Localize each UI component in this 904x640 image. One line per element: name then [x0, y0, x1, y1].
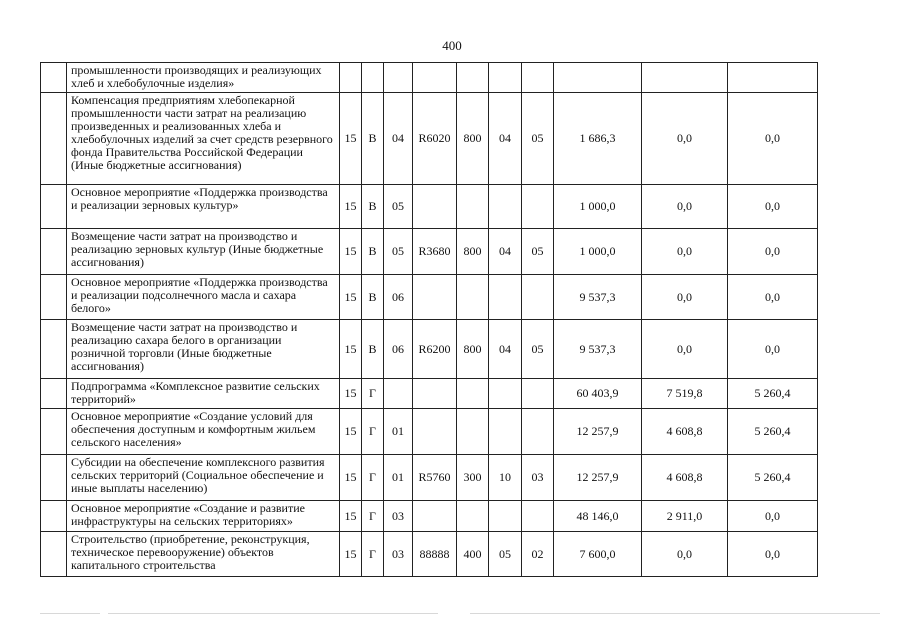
amount-cell: 0,0	[728, 229, 818, 275]
code-cell	[384, 379, 413, 409]
index-cell	[41, 501, 67, 532]
code-cell	[522, 275, 554, 320]
code-cell: 05	[489, 532, 522, 577]
amount-cell: 0,0	[642, 275, 728, 320]
code-cell	[457, 409, 489, 455]
amount-cell: 0,0	[728, 93, 818, 185]
code-cell	[457, 501, 489, 532]
code-cell: 01	[384, 409, 413, 455]
table-row	[41, 93, 818, 185]
amount-cell: 2 911,0	[642, 501, 728, 532]
scan-artifact-line	[108, 613, 438, 614]
amount-cell: 48 146,0	[554, 501, 642, 532]
code-cell: 10	[489, 455, 522, 501]
amount-cell: 9 537,3	[554, 275, 642, 320]
amount-cell: 1 686,3	[554, 93, 642, 185]
code-cell	[522, 501, 554, 532]
code-cell	[489, 409, 522, 455]
code-cell: 06	[384, 275, 413, 320]
index-cell	[41, 455, 67, 501]
index-cell	[41, 185, 67, 229]
amount-cell: 12 257,9	[554, 409, 642, 455]
code-cell	[489, 63, 522, 93]
code-cell: 15	[340, 229, 362, 275]
index-cell	[41, 379, 67, 409]
amount-cell: 0,0	[728, 532, 818, 577]
amount-cell: 1 000,0	[554, 185, 642, 229]
code-cell	[413, 185, 457, 229]
description-cell: Подпрограмма «Комплексное развитие сельских территорий»	[67, 379, 340, 409]
code-cell: R3680	[413, 229, 457, 275]
description-cell: Возмещение части затрат на производство и реализацию сахара белого в организации розничной торговли (Иные бюджетные ассигнования)	[67, 320, 340, 379]
code-cell	[340, 63, 362, 93]
description-cell: Основное мероприятие «Поддержка производства и реализации подсолнечного масла и сахара белого»	[67, 275, 340, 320]
amount-cell: 9 537,3	[554, 320, 642, 379]
table-row	[41, 275, 818, 320]
code-cell: 02	[522, 532, 554, 577]
code-cell: 03	[384, 501, 413, 532]
index-cell	[41, 409, 67, 455]
amount-cell: 4 608,8	[642, 455, 728, 501]
code-cell: 05	[384, 229, 413, 275]
code-cell: 05	[522, 93, 554, 185]
table-row	[41, 532, 818, 577]
code-cell: 01	[384, 455, 413, 501]
code-cell: 15	[340, 379, 362, 409]
amount-cell: 0,0	[642, 532, 728, 577]
scan-artifact-line	[470, 613, 880, 614]
code-cell	[457, 275, 489, 320]
code-cell	[413, 379, 457, 409]
code-cell: 15	[340, 185, 362, 229]
code-cell: 15	[340, 93, 362, 185]
code-cell: 03	[384, 532, 413, 577]
table-row	[41, 409, 818, 455]
index-cell	[41, 229, 67, 275]
code-cell: R6200	[413, 320, 457, 379]
table-row	[41, 229, 818, 275]
code-cell	[489, 501, 522, 532]
amount-cell	[728, 63, 818, 93]
code-cell	[522, 379, 554, 409]
amount-cell: 7 600,0	[554, 532, 642, 577]
amount-cell: 0,0	[728, 501, 818, 532]
table-row	[41, 455, 818, 501]
code-cell: 15	[340, 275, 362, 320]
description-cell: Основное мероприятие «Поддержка производства и реализации зерновых культур»	[67, 185, 340, 229]
amount-cell: 7 519,8	[642, 379, 728, 409]
description-cell: промышленности производящих и реализующих хлеб и хлебобулочные изделия»	[67, 63, 340, 93]
code-cell	[384, 63, 413, 93]
code-cell: 15	[340, 409, 362, 455]
code-cell: 15	[340, 501, 362, 532]
code-cell: В	[362, 275, 384, 320]
index-cell	[41, 320, 67, 379]
amount-cell: 0,0	[728, 320, 818, 379]
code-cell: 03	[522, 455, 554, 501]
budget-table	[40, 62, 818, 577]
description-cell: Субсидии на обеспечение комплексного развития сельских территорий (Социальное обеспечение и иные выплаты населению)	[67, 455, 340, 501]
table-row	[41, 185, 818, 229]
table-row	[41, 320, 818, 379]
code-cell: 300	[457, 455, 489, 501]
amount-cell: 0,0	[642, 320, 728, 379]
amount-cell: 5 260,4	[728, 379, 818, 409]
code-cell: 88888	[413, 532, 457, 577]
code-cell	[457, 63, 489, 93]
code-cell: 400	[457, 532, 489, 577]
code-cell: Г	[362, 409, 384, 455]
code-cell: Г	[362, 501, 384, 532]
code-cell: В	[362, 229, 384, 275]
code-cell	[489, 185, 522, 229]
code-cell	[522, 409, 554, 455]
code-cell	[362, 63, 384, 93]
amount-cell: 5 260,4	[728, 409, 818, 455]
scan-artifact-line	[40, 613, 100, 614]
page-number: 400	[442, 38, 462, 53]
code-cell: В	[362, 93, 384, 185]
table-row	[41, 63, 818, 93]
description-cell: Компенсация предприятиям хлебопекарной промышленности части затрат на реализацию произведенных и реализованных хлеба и хлебобулочных изделий за счет средств резервного фонда Правительства Российской Федерации (Иные бюджетные ассигнования)	[67, 93, 340, 185]
index-cell	[41, 532, 67, 577]
code-cell: В	[362, 185, 384, 229]
code-cell: 06	[384, 320, 413, 379]
description-cell: Основное мероприятие «Создание условий для обеспечения доступным и комфортным жильем сельского населения»	[67, 409, 340, 455]
amount-cell: 0,0	[642, 93, 728, 185]
description-cell: Строительство (приобретение, реконструкция, техническое перевооружение) объектов капитального строительства	[67, 532, 340, 577]
code-cell: R5760	[413, 455, 457, 501]
code-cell	[413, 275, 457, 320]
code-cell: 04	[489, 320, 522, 379]
code-cell: 15	[340, 532, 362, 577]
code-cell	[413, 501, 457, 532]
amount-cell: 0,0	[642, 185, 728, 229]
amount-cell: 60 403,9	[554, 379, 642, 409]
amount-cell	[642, 63, 728, 93]
code-cell: 800	[457, 320, 489, 379]
code-cell: 15	[340, 320, 362, 379]
code-cell: 800	[457, 229, 489, 275]
description-cell: Основное мероприятие «Создание и развитие инфраструктуры на сельских территориях»	[67, 501, 340, 532]
amount-cell: 0,0	[728, 275, 818, 320]
code-cell: Г	[362, 379, 384, 409]
amount-cell: 0,0	[642, 229, 728, 275]
code-cell: 05	[384, 185, 413, 229]
code-cell	[457, 379, 489, 409]
code-cell: 04	[489, 229, 522, 275]
amount-cell: 1 000,0	[554, 229, 642, 275]
index-cell	[41, 93, 67, 185]
amount-cell	[554, 63, 642, 93]
amount-cell: 0,0	[728, 185, 818, 229]
code-cell	[413, 409, 457, 455]
code-cell	[413, 63, 457, 93]
code-cell: 04	[384, 93, 413, 185]
description-cell: Возмещение части затрат на производство и реализацию зерновых культур (Иные бюджетные ассигнования)	[67, 229, 340, 275]
code-cell	[489, 379, 522, 409]
code-cell	[522, 185, 554, 229]
index-cell	[41, 275, 67, 320]
index-cell	[41, 63, 67, 93]
amount-cell: 12 257,9	[554, 455, 642, 501]
code-cell	[522, 63, 554, 93]
code-cell: R6020	[413, 93, 457, 185]
code-cell: Г	[362, 532, 384, 577]
amount-cell: 5 260,4	[728, 455, 818, 501]
code-cell	[489, 275, 522, 320]
code-cell: 800	[457, 93, 489, 185]
table-row	[41, 501, 818, 532]
code-cell: 05	[522, 229, 554, 275]
code-cell: 15	[340, 455, 362, 501]
table-row	[41, 379, 818, 409]
code-cell: 04	[489, 93, 522, 185]
code-cell: Г	[362, 455, 384, 501]
code-cell: 05	[522, 320, 554, 379]
amount-cell: 4 608,8	[642, 409, 728, 455]
code-cell	[457, 185, 489, 229]
code-cell: В	[362, 320, 384, 379]
